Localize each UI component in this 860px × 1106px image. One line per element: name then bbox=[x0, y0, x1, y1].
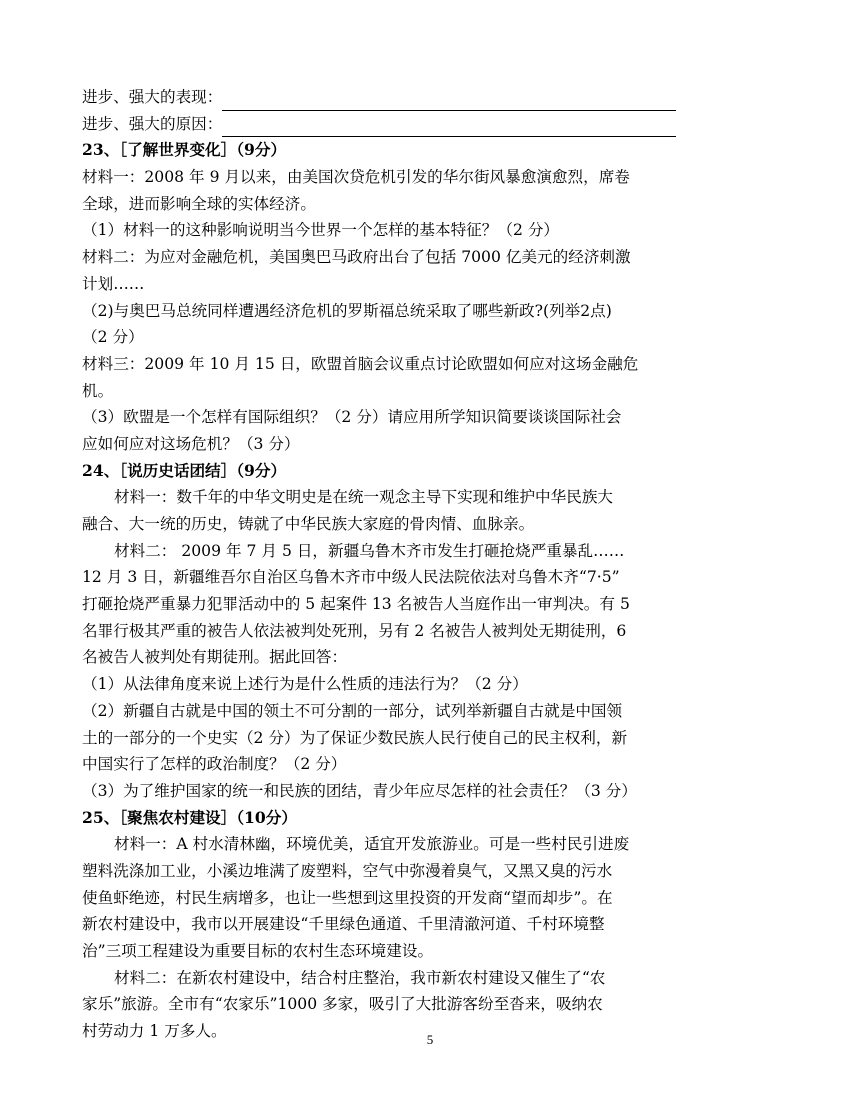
answer-row-performance bbox=[82, 84, 678, 111]
q24-material-1: 材料一：数千年的中华文明史是在统一观念主导下实现和维护中华民族大 bbox=[114, 488, 614, 507]
question-24-heading: 24、［说历史话团结］（9分） bbox=[82, 460, 287, 480]
q24-material-2: 材料二： 2009 年 7 月 5 日，新疆乌鲁木齐市发生打砸抢烧严重暴乱…… bbox=[114, 541, 625, 560]
q23-material-2: 材料二：为应对金融危机，美国奥巴马政府出台了包括 7000 亿美元的经济刺激 bbox=[82, 248, 631, 267]
q24-sub-2-cont-1: 土的一部分的一个史实（2 分）为了保证少数民族人民行使自己的民主权利，新 bbox=[82, 728, 628, 747]
answer-blank-reason[interactable] bbox=[222, 117, 676, 137]
q23-material-1-cont: 全球，进而影响全球的实体经济。 bbox=[82, 194, 316, 213]
question-25-heading: 25、［聚焦农村建设］（10分） bbox=[82, 807, 297, 827]
question-23-heading: 23、［了解世界变化］（9分） bbox=[82, 140, 287, 160]
q23-material-3: 材料三：2009 年 10 月 15 日，欧盟首脑会议重点讨论欧盟如何应对这场金融危 bbox=[82, 354, 639, 373]
q25-material-1: 材料一：A 村水清林幽，环境优美，适宜开发旅游业。可是一些村民引进废 bbox=[114, 835, 630, 854]
q24-material-2-cont-4: 名被告人被判处有期徒刑。据此回答： bbox=[82, 648, 348, 667]
q25-material-1-cont-1: 塑料洗涤加工业，小溪边堆满了废塑料，空气中弥漫着臭气，又黑又臭的污水 bbox=[82, 861, 613, 880]
q25-material-1-cont-3: 新农村建设中，我市以开展建设“千里绿色通道、千里清澈河道、千村环境整 bbox=[82, 915, 605, 934]
page-number: 5 bbox=[426, 1032, 434, 1047]
q24-sub-1: （1）从法律角度来说上述行为是什么性质的违法行为？（2 分） bbox=[82, 675, 528, 694]
q24-sub-3: （3）为了维护国家的统一和民族的团结，青少年应尽怎样的社会责任？（3 分） bbox=[82, 781, 637, 800]
label-reason: 进步、强大的原因： bbox=[82, 114, 223, 133]
q24-material-2-cont-2: 打砸抢烧严重暴力犯罪活动中的 5 起案件 13 名被告人当庭作出一审判决。有 5 bbox=[82, 595, 630, 614]
label-performance: 进步、强大的表现： bbox=[82, 87, 223, 106]
answer-row-reason bbox=[82, 111, 678, 138]
q25-material-1-cont-4: 治”三项工程建设为重要目标的农村生态环境建设。 bbox=[82, 942, 434, 960]
q23-material-3-cont: 机。 bbox=[82, 381, 114, 400]
q25-material-2-cont-1: 家乐”旅游。全市有“农家乐”1000 多家，吸引了大批游客纷至沓来，吸纳农 bbox=[82, 995, 603, 1014]
q25-material-1-cont-2: 使鱼虾绝迹，村民生病增多，也让一些想到这里投资的开发商“望而却步”。在 bbox=[82, 888, 613, 907]
document-page bbox=[82, 84, 678, 1045]
q23-sub-1: （1）材料一的这种影响说明当今世界一个怎样的基本特征？（2 分） bbox=[82, 221, 560, 240]
q23-sub-2-score: （2 分） bbox=[82, 328, 144, 347]
q23-sub-3-cont: 应如何应对这场危机？（3 分） bbox=[82, 434, 300, 453]
q25-material-2: 材料二：在新农村建设中，结合村庄整治，我市新农村建设又催生了“农 bbox=[114, 968, 606, 987]
q24-material-2-cont-3: 名罪行极其严重的被告人依法被判处死刑，另有 2 名被告人被判处无期徒刑，6 bbox=[82, 621, 627, 640]
q23-material-2-cont: 计划…… bbox=[82, 274, 145, 293]
q24-sub-2-cont-2: 中国实行了怎样的政治制度？（2 分） bbox=[82, 755, 347, 774]
answer-blank-performance[interactable] bbox=[222, 91, 676, 111]
q25-material-2-cont-2: 村劳动力 1 万多人。 bbox=[82, 1022, 227, 1041]
q24-sub-2: （2）新疆自古就是中国的领土不可分割的一部分，试列举新疆自古就是中国领 bbox=[82, 701, 623, 720]
q24-material-2-cont-1: 12 月 3 日，新疆维吾尔自治区乌鲁木齐市中级人民法院依法对乌鲁木齐“7·5” bbox=[82, 568, 620, 587]
q23-sub-3: （3）欧盟是一个怎样有国际组织？（2 分）请应用所学知识简要谈谈国际社会 bbox=[82, 408, 622, 427]
q23-material-1: 材料一：2008 年 9 月以来，由美国次贷危机引发的华尔街风暴愈演愈烈，席卷 bbox=[82, 168, 630, 187]
q24-material-1-cont: 融合、大一统的历史，铸就了中华民族大家庭的骨肉情、血脉亲。 bbox=[82, 515, 535, 533]
q23-sub-2: （2)与奥巴马总统同样遭遇经济危机的罗斯福总统采取了哪些新政?(列举2点) bbox=[82, 301, 612, 320]
